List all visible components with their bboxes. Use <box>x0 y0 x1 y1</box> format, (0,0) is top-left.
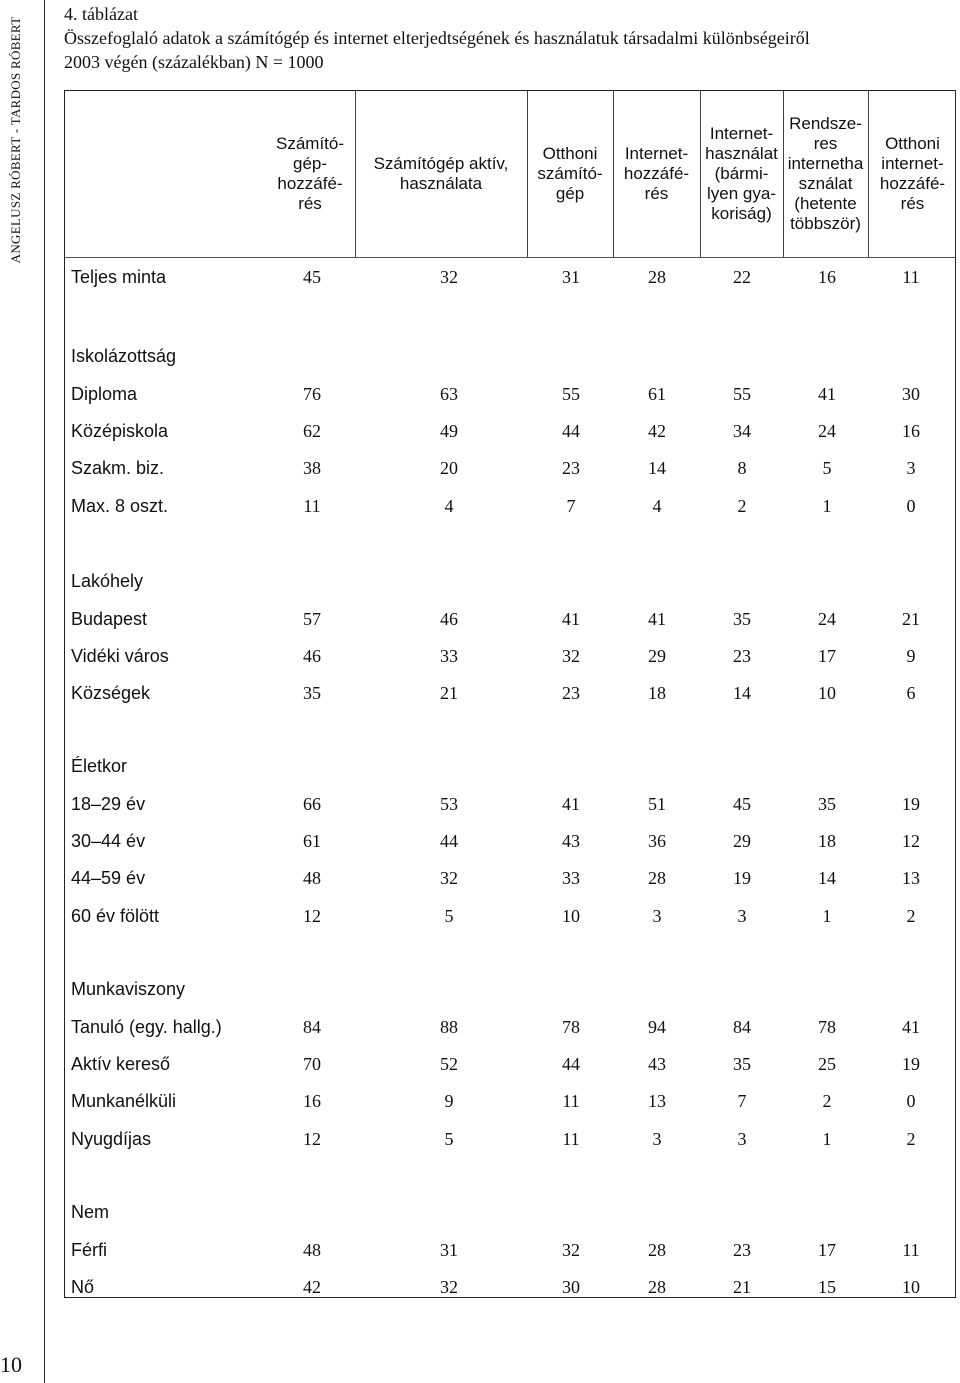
row-label: Nő <box>71 1277 95 1298</box>
table-subtitle: 2003 végén (százalékban) N = 1000 <box>64 52 324 72</box>
table-cell: 44 <box>562 421 580 442</box>
table-cell: 32 <box>562 646 580 667</box>
table-cell: 44 <box>562 1054 580 1075</box>
table-cell: 24 <box>818 609 836 629</box>
row-label: Tanuló (egy. hallg.) <box>71 1017 222 1037</box>
table-cell: 16 <box>303 1091 321 1112</box>
table-cell: 42 <box>648 421 666 442</box>
table-cell: 28 <box>648 868 666 889</box>
table-cell: 5 <box>444 1128 454 1149</box>
table-row <box>65 1271 955 1305</box>
table-cell: 43 <box>648 1054 666 1075</box>
running-header-authors: ANGELUSZ RÓBERT - TARDOS RÓBERT <box>8 16 23 264</box>
table-row <box>65 490 955 524</box>
table-cell: 19 <box>902 794 920 814</box>
row-label: 30–44 év <box>71 831 146 852</box>
table-cell: 48 <box>303 1240 321 1260</box>
table-row <box>65 452 955 486</box>
header-separator <box>783 91 784 257</box>
table-cell: 55 <box>562 384 580 404</box>
table-cell: 17 <box>818 646 836 667</box>
row-label: Szakm. biz. <box>71 458 165 479</box>
table-cell: 19 <box>733 868 751 889</box>
table-row <box>65 378 955 412</box>
page-number: 10 <box>0 1352 22 1377</box>
table-cell: 14 <box>648 458 666 479</box>
table-cell: 0 <box>906 495 916 516</box>
table-cell: 22 <box>733 267 751 287</box>
table-cell: 66 <box>303 794 321 814</box>
table-row <box>65 862 955 896</box>
row-label: Községek <box>71 683 151 704</box>
row-label: Vidéki város <box>71 646 169 667</box>
table-cell: 21 <box>733 1277 751 1298</box>
table-cell: 16 <box>818 267 836 287</box>
table-cell: 63 <box>440 384 458 404</box>
table-cell: 30 <box>902 384 920 404</box>
table-cell: 8 <box>737 458 747 479</box>
column-header-1: Számító- gép- hozzáfé- rés <box>275 134 345 213</box>
section-heading: Lakóhely <box>71 571 144 591</box>
table-cell: 41 <box>562 794 580 814</box>
margin-rule <box>44 0 45 1383</box>
table-title: Összefoglaló adatok a számítógép és internet elterjedtségének és használatuk társadalmi különbségeiről <box>64 28 810 48</box>
table-cell: 70 <box>303 1054 321 1075</box>
table-cell: 29 <box>733 831 751 852</box>
table-cell: 29 <box>648 646 666 667</box>
table-cell: 10 <box>562 905 580 926</box>
table-row <box>65 1085 955 1119</box>
table-cell: 41 <box>648 609 666 629</box>
table-cell: 10 <box>818 683 836 704</box>
row-label: Aktív kereső <box>71 1054 171 1075</box>
header-separator <box>868 91 869 257</box>
table-cell: 2 <box>906 905 916 926</box>
table-cell: 38 <box>303 458 321 479</box>
section-heading: Nem <box>71 1202 110 1222</box>
table-cell: 3 <box>737 905 747 926</box>
table-cell: 57 <box>303 609 321 629</box>
table-cell: 32 <box>562 1240 580 1260</box>
table-cell: 35 <box>733 609 751 629</box>
table-cell: 62 <box>303 421 321 442</box>
table-cell: 44 <box>440 831 458 852</box>
table-cell: 11 <box>562 1128 580 1149</box>
column-header-2: Számítógép aktív, használata <box>373 154 509 193</box>
table-cell: 1 <box>822 1128 832 1149</box>
section-heading: Életkor <box>71 756 128 776</box>
table-cell: 31 <box>440 1240 458 1260</box>
table-cell: 41 <box>902 1017 920 1037</box>
table-cell: 48 <box>303 868 321 889</box>
table-cell: 5 <box>444 905 454 926</box>
table-cell: 17 <box>818 1240 836 1260</box>
table-cell: 2 <box>822 1091 832 1112</box>
table-row <box>65 900 955 934</box>
table-cell: 41 <box>562 609 580 629</box>
table-cell: 46 <box>440 609 458 629</box>
header-separator <box>527 91 528 257</box>
table-cell: 25 <box>818 1054 836 1075</box>
table-cell: 18 <box>648 683 666 704</box>
table-cell: 10 <box>902 1277 920 1298</box>
column-header-6: Rendsze- res internetha sználat (hetente többször) <box>787 114 864 233</box>
table-cell: 45 <box>303 267 321 287</box>
table-cell: 84 <box>733 1017 751 1037</box>
table-cell: 51 <box>648 794 666 814</box>
table-cell: 35 <box>733 1054 751 1075</box>
table-cell: 11 <box>902 267 920 287</box>
table-cell: 76 <box>303 384 321 404</box>
table-cell: 45 <box>733 794 751 814</box>
table-cell: 12 <box>902 831 920 852</box>
table-row <box>65 261 955 295</box>
table-cell: 23 <box>733 646 751 667</box>
table-cell: 3 <box>737 1128 747 1149</box>
table-cell: 21 <box>440 683 458 704</box>
table-cell: 18 <box>818 831 836 852</box>
table-cell: 11 <box>562 1091 580 1112</box>
table-cell: 53 <box>440 794 458 814</box>
table-cell: 7 <box>737 1091 747 1112</box>
table-cell: 35 <box>818 794 836 814</box>
table-cell: 61 <box>303 831 321 852</box>
table-cell: 88 <box>440 1017 458 1037</box>
table-cell: 9 <box>906 646 916 667</box>
table-cell: 30 <box>562 1277 580 1298</box>
table-cell: 46 <box>303 646 321 667</box>
table-cell: 32 <box>440 1277 458 1298</box>
table-cell: 1 <box>822 905 832 926</box>
table-cell: 5 <box>822 458 832 479</box>
table-cell: 11 <box>902 1240 920 1260</box>
table-cell: 33 <box>440 646 458 667</box>
row-label: Nyugdíjas <box>71 1128 152 1149</box>
table-row <box>65 1048 955 1082</box>
table-cell: 24 <box>818 421 836 442</box>
table-cell: 20 <box>440 458 458 479</box>
row-label: Max. 8 oszt. <box>71 495 169 516</box>
header-separator <box>700 91 701 257</box>
table-cell: 3 <box>652 905 662 926</box>
table-cell: 16 <box>902 421 920 442</box>
table-row <box>65 1234 955 1268</box>
row-label: 44–59 év <box>71 868 146 889</box>
row-label: Munkanélküli <box>71 1091 177 1112</box>
row-label: Középiskola <box>71 421 169 442</box>
table-cell: 28 <box>648 267 666 287</box>
table-row <box>65 640 955 674</box>
table-number: 4. táblázat <box>64 4 138 24</box>
table-cell: 28 <box>648 1240 666 1260</box>
table-cell: 34 <box>733 421 751 442</box>
table-cell: 84 <box>303 1017 321 1037</box>
table-cell: 2 <box>737 495 747 516</box>
table-cell: 19 <box>902 1054 920 1075</box>
table-cell: 32 <box>440 267 458 287</box>
table-cell: 13 <box>648 1091 666 1112</box>
table-cell: 21 <box>902 609 920 629</box>
column-header-4: Internet- hozzáfé- rés <box>623 144 690 203</box>
table-cell: 11 <box>303 495 321 516</box>
table-cell: 32 <box>440 868 458 889</box>
table-cell: 36 <box>648 831 666 852</box>
table-cell: 9 <box>444 1091 454 1112</box>
table-cell: 3 <box>906 458 916 479</box>
table-cell: 1 <box>822 495 832 516</box>
table-cell: 14 <box>733 683 751 704</box>
table-cell: 49 <box>440 421 458 442</box>
table-cell: 23 <box>562 683 580 704</box>
table-cell: 31 <box>562 267 580 287</box>
table-row <box>65 415 955 449</box>
table-cell: 28 <box>648 1277 666 1298</box>
table-cell: 12 <box>303 905 321 926</box>
table-cell: 6 <box>906 683 916 704</box>
row-label: Férfi <box>71 1240 107 1260</box>
table-cell: 41 <box>818 384 836 404</box>
table-cell: 15 <box>818 1277 836 1298</box>
table-cell: 2 <box>906 1128 916 1149</box>
column-header-5: Internet- használat (bármi- lyen gya- koriság) <box>705 124 778 223</box>
table-row <box>65 825 955 859</box>
table-row <box>65 1011 955 1045</box>
table-cell: 23 <box>733 1240 751 1260</box>
row-label: 18–29 év <box>71 794 146 814</box>
table-cell: 94 <box>648 1017 666 1037</box>
column-header-3: Otthoni számító- gép <box>537 144 603 203</box>
column-header-7: Otthoni internet- hozzáfé- rés <box>879 134 946 213</box>
table-cell: 78 <box>562 1017 580 1037</box>
table-cell: 42 <box>303 1277 321 1298</box>
table-cell: 4 <box>444 495 454 516</box>
table-cell: 55 <box>733 384 751 404</box>
table-row <box>65 677 955 711</box>
row-label: Budapest <box>71 609 148 629</box>
table-cell: 52 <box>440 1054 458 1075</box>
table-cell: 78 <box>818 1017 836 1037</box>
table-row <box>65 603 955 637</box>
row-label: Diploma <box>71 384 138 404</box>
table-cell: 13 <box>902 868 920 889</box>
table-row <box>65 788 955 822</box>
table-cell: 14 <box>818 868 836 889</box>
header-separator <box>355 91 356 257</box>
table-cell: 33 <box>562 868 580 889</box>
table-cell: 23 <box>562 458 580 479</box>
section-heading: Munkaviszony <box>71 979 186 999</box>
table-cell: 3 <box>652 1128 662 1149</box>
data-table <box>64 90 956 1298</box>
row-label: 60 év fölött <box>71 905 160 926</box>
table-cell: 7 <box>566 495 576 516</box>
header-separator <box>613 91 614 257</box>
section-heading: Iskolázottság <box>71 346 177 366</box>
table-cell: 0 <box>906 1091 916 1112</box>
table-row <box>65 1123 955 1157</box>
table-cell: 61 <box>648 384 666 404</box>
table-cell: 35 <box>303 683 321 704</box>
header-rule <box>65 257 955 258</box>
table-cell: 4 <box>652 495 662 516</box>
table-cell: 43 <box>562 831 580 852</box>
table-caption <box>64 2 954 74</box>
table-cell: 12 <box>303 1128 321 1149</box>
row-label: Teljes minta <box>71 267 167 287</box>
